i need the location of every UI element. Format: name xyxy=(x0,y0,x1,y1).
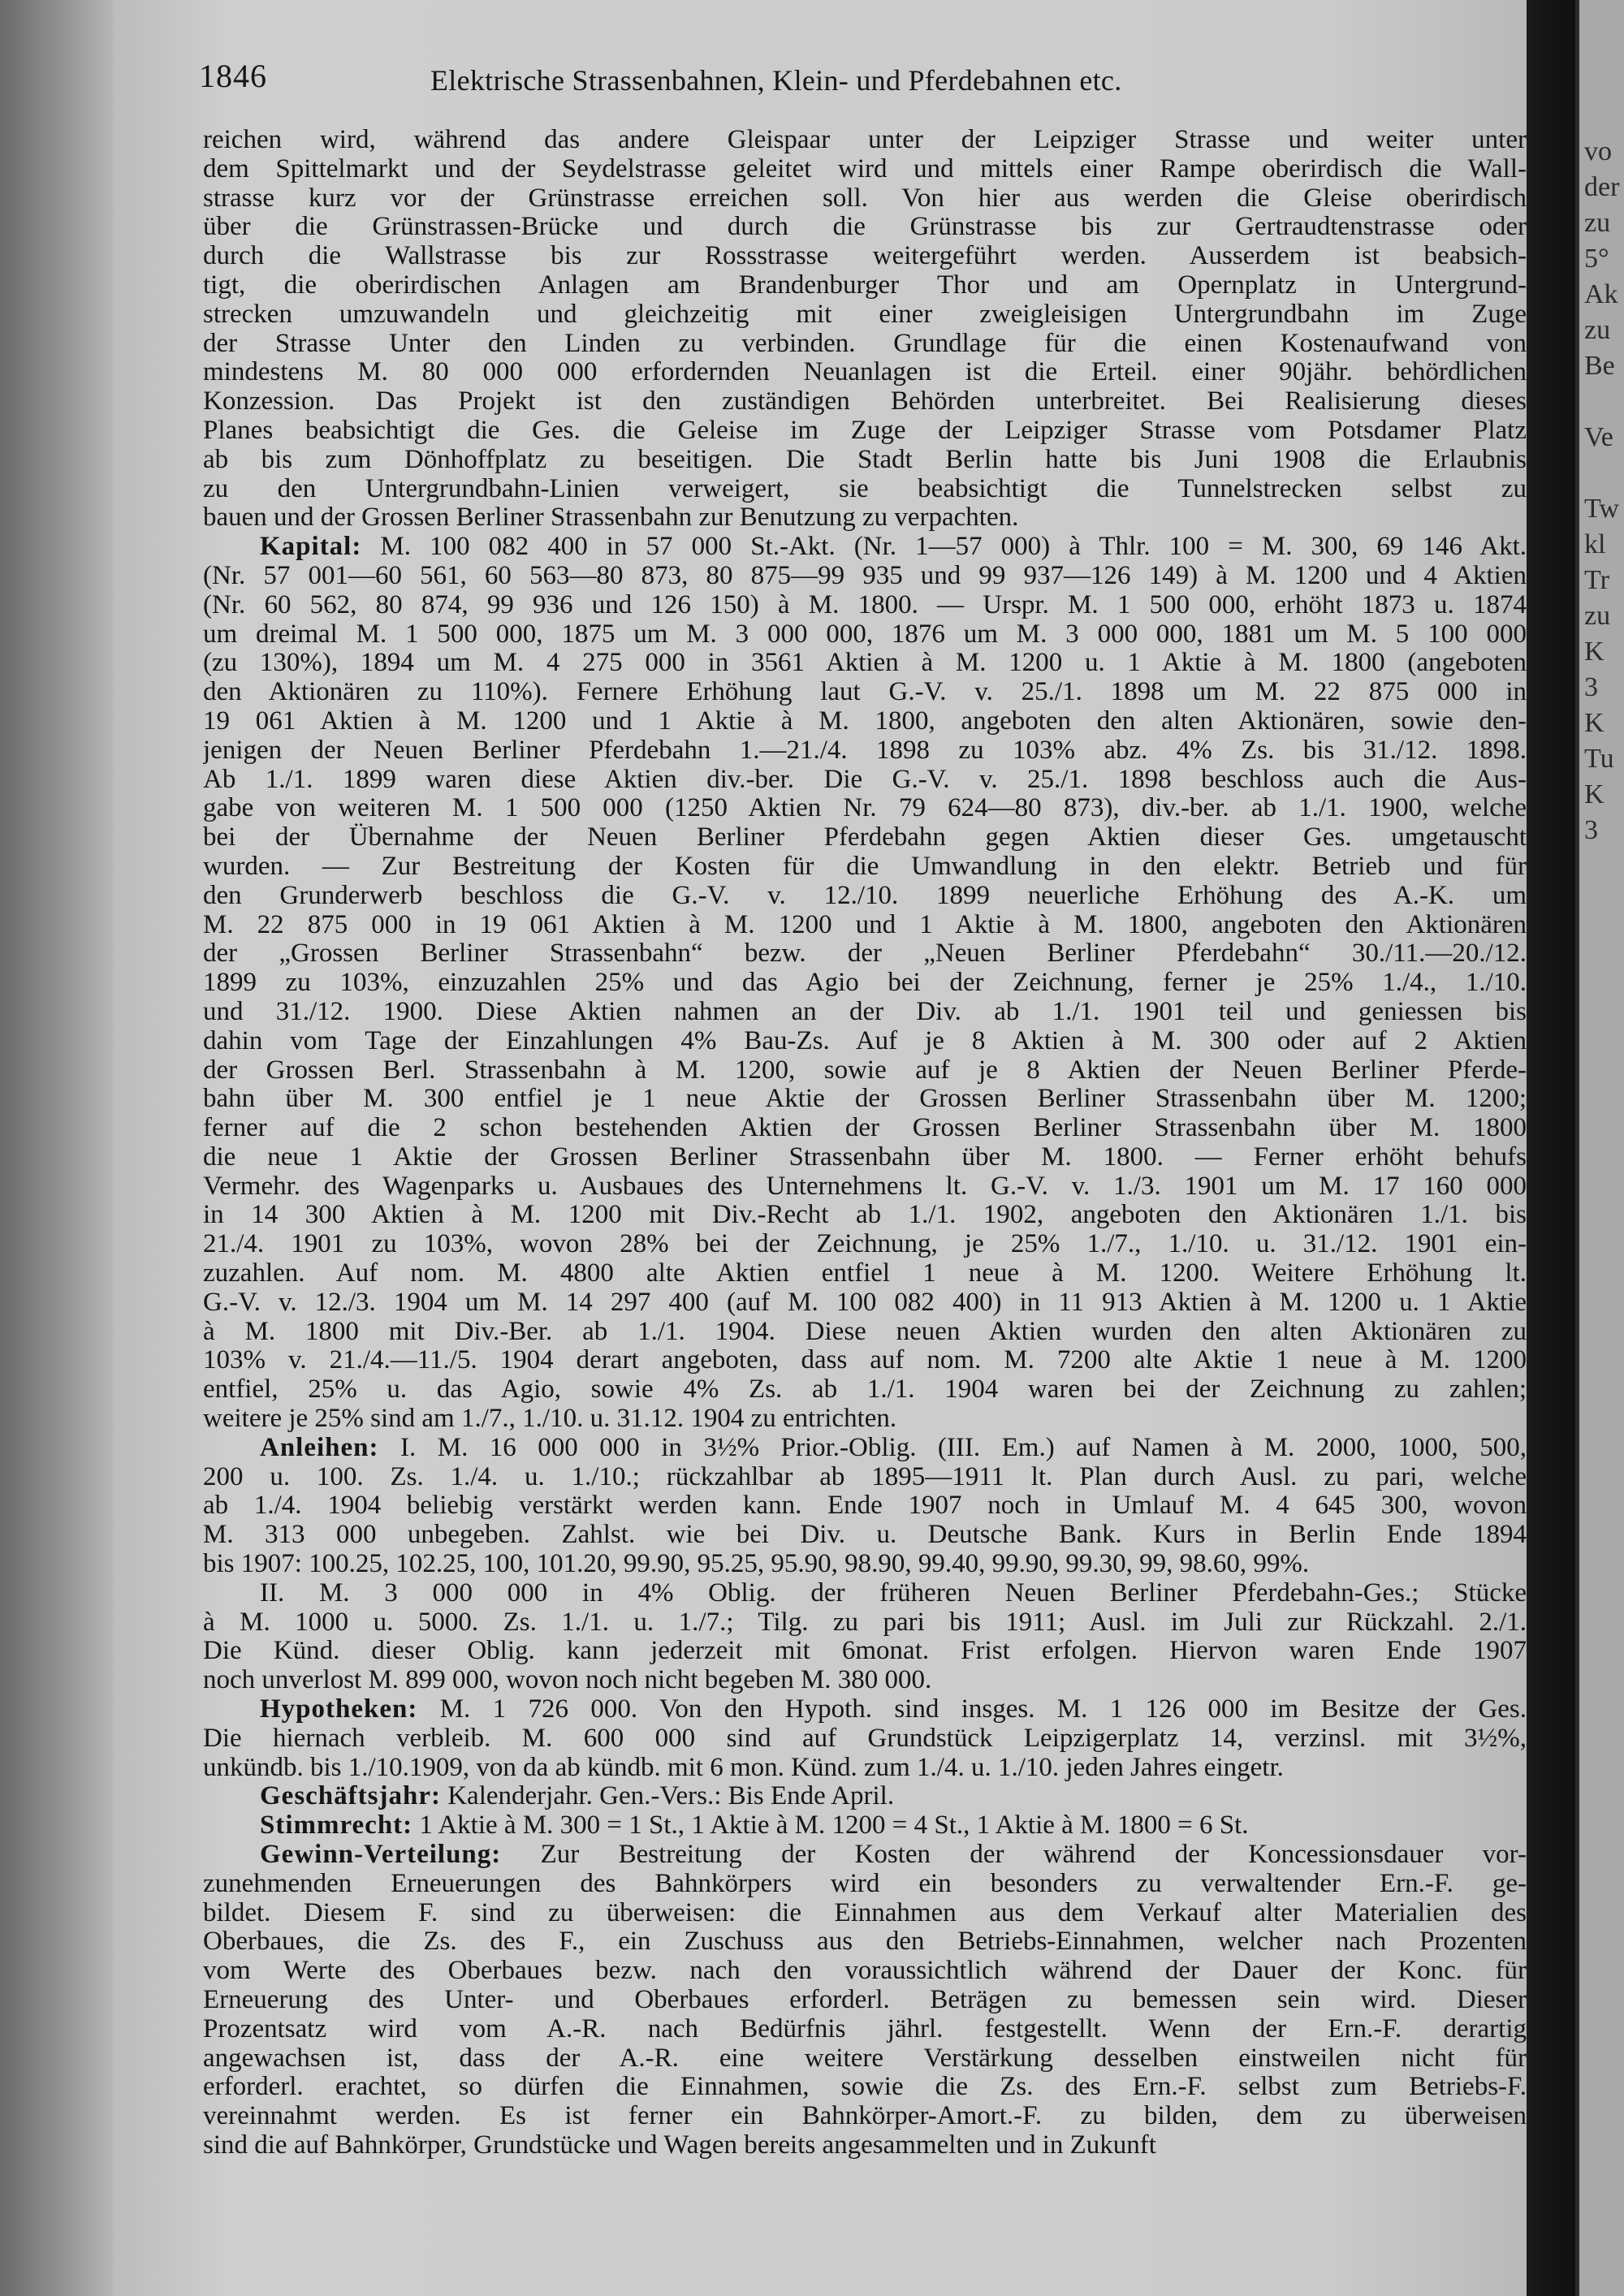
text-line xyxy=(203,1375,1527,1405)
text-line xyxy=(203,1143,1527,1172)
text-line xyxy=(203,707,1527,736)
line-text: reichen wird, während das andere Gleispaar unter der Leipziger Strasse und weiter unter xyxy=(203,126,1527,154)
text-line xyxy=(203,1201,1527,1230)
line-text: die neue 1 Aktie der Grossen Berliner Strassenbahn über M. 1800. — Ferner erhöht behufs xyxy=(203,1142,1527,1172)
line-text: M. 22 875 000 in 19 061 Aktien à M. 1200 und 1 Aktie à M. 1800, angeboten den Aktionären xyxy=(203,910,1527,939)
line-text: G.-V. v. 12./3. 1904 um M. 14 297 400 (auf M. 100 082 400) in 11 913 Aktien à M. 1200 u. 1 Aktie xyxy=(203,1288,1527,1317)
text-line xyxy=(203,620,1527,650)
paragraph xyxy=(203,1434,1527,1579)
line-text: über die Grünstrassen-Brücke und durch die Grünstrasse bis zur Gertraudtenstrasse oder xyxy=(203,213,1527,242)
line-text: strecken umzuwandeln und gleichzeitig mit einer zweigleisigen Untergrundbahn im Zuge xyxy=(203,300,1527,329)
text-line xyxy=(203,300,1527,330)
text-line xyxy=(203,1666,1527,1695)
line-text: Ab 1./1. 1899 waren diese Aktien div.-ber. Die G.-V. v. 25./1. 1898 beschloss auch die Aus- xyxy=(203,765,1527,794)
paragraph xyxy=(203,1782,1527,1811)
line-text: M. 100 082 400 in 57 000 St.-Akt. (Nr. 1—57 000) à Thlr. 100 = M. 300, 69 146 Akt. xyxy=(380,533,1527,562)
paragraph xyxy=(203,1811,1527,1841)
line-text: der Strasse Unter den Linden zu verbinden. Grundlage für die einen Kostenaufwand von xyxy=(203,329,1527,358)
text-line xyxy=(203,794,1527,823)
text-line xyxy=(203,2044,1527,2074)
text-line xyxy=(203,2131,1527,2160)
page-number: 1846 xyxy=(199,58,267,94)
next-page-line xyxy=(1579,455,1624,491)
text-line xyxy=(203,1346,1527,1375)
line-text: ferner auf die 2 schon bestehenden Aktien der Grossen Berliner Strassenbahn über M. 1800 xyxy=(203,1114,1527,1143)
section-heading: Anleihen: xyxy=(260,1433,379,1462)
line-text: 1 Aktie à M. 300 = 1 St., 1 Aktie à M. 1200 = 4 St., 1 Aktie à M. 1800 = 6 St. xyxy=(419,1811,1249,1841)
text-line xyxy=(203,126,1527,155)
line-text: weitere je 25% sind am 1./7., 1./10. u. 31.12. 1904 zu entrichten. xyxy=(203,1405,897,1434)
text-line xyxy=(203,678,1527,707)
next-page-line: zu xyxy=(1584,601,1611,631)
line-text: um dreimal M. 1 500 000, 1875 um M. 3 000 000, 1876 um M. 3 000 000, 1881 um M. 5 100 000 xyxy=(203,619,1527,649)
text-line xyxy=(203,503,1527,533)
text-line xyxy=(203,2073,1527,2102)
section-heading: Kapital: xyxy=(260,533,362,562)
text-line xyxy=(203,533,1527,562)
next-page-line: kl xyxy=(1584,529,1606,559)
page-header xyxy=(199,57,1531,106)
text-line xyxy=(203,1870,1527,1899)
line-text: jenigen der Neuen Berliner Pferdebahn 1.—21./4. 1898 zu 103% abz. 4% Zs. bis 31./12. 1898. xyxy=(203,736,1527,765)
text-line xyxy=(203,358,1527,387)
next-page-line: 3 xyxy=(1584,815,1598,845)
next-page-line: Tu xyxy=(1584,744,1614,774)
text-line xyxy=(203,1114,1527,1143)
paragraph xyxy=(203,126,1527,533)
text-line xyxy=(203,1782,1527,1811)
line-text: 21./4. 1901 zu 103%, wovon 28% bei der Zeichnung, je 25% 1./7., 1./10. u. 31./12. 1901 ein- xyxy=(203,1230,1527,1259)
paragraph xyxy=(203,1579,1527,1695)
line-text: Die Künd. dieser Oblig. kann jederzeit mit 6monat. Frist erfolgen. Hiervon waren Ende 1907 xyxy=(203,1637,1527,1666)
next-page-line: zu xyxy=(1584,315,1611,345)
line-text: Die hiernach verbleib. M. 600 000 sind auf Grundstück Leipzigerplatz 14, verzinsl. mit 3½%, xyxy=(203,1724,1527,1753)
line-text: bei der Übernahme der Neuen Berliner Pferdebahn gegen Aktien dieser Ges. umgetauscht xyxy=(203,823,1527,852)
line-text: 200 u. 100. Zs. 1./4. u. 1./10.; rückzahlbar ab 1895—1911 lt. Plan durch Ausl. zu pari, welche xyxy=(203,1462,1527,1491)
line-text: (zu 130%), 1894 um M. 4 275 000 in 3561 Aktien à M. 1200 u. 1 Aktie à M. 1800 (angeboten xyxy=(203,649,1527,678)
text-line xyxy=(203,1695,1527,1724)
line-text: den Grunderwerb beschloss die G.-V. v. 12./10. 1899 neuerliche Erhöhung des A.-K. um xyxy=(203,881,1527,910)
line-text: zuzahlen. Auf nom. M. 4800 alte Aktien entfiel 1 neue à M. 1200. Weitere Erhöhung lt. xyxy=(203,1259,1527,1288)
text-line xyxy=(203,1841,1527,1870)
line-text: bahn über M. 300 entfiel je 1 neue Aktie der Grossen Berliner Strassenbahn über M. 1200; xyxy=(203,1085,1527,1114)
line-text: (Nr. 60 562, 80 874, 99 936 und 126 150) à M. 1800. — Urspr. M. 1 500 000, erhöht 1873 u. 1874 xyxy=(203,590,1527,619)
text-line xyxy=(203,736,1527,766)
paragraph xyxy=(203,1695,1527,1782)
next-page-fragment xyxy=(1579,0,1624,2296)
book-gutter xyxy=(1527,0,1575,2296)
next-page-line xyxy=(1579,384,1624,420)
text-line xyxy=(203,1550,1527,1579)
text-line xyxy=(203,330,1527,359)
line-text: à M. 1000 u. 5000. Zs. 1./1. u. 1./7.; Tilg. zu pari bis 1911; Ausl. im Juli zur Rückzahl. 2./1. xyxy=(203,1608,1527,1637)
line-text: M. 313 000 unbegeben. Zahlst. wie bei Div. u. Deutsche Bank. Kurs in Berlin Ende 1894 xyxy=(203,1521,1527,1550)
text-line xyxy=(203,1811,1527,1841)
line-text: bauen und der Grossen Berliner Strassenbahn zur Benutzung zu verpachten. xyxy=(203,503,1019,533)
next-page-line: K xyxy=(1584,779,1605,809)
text-line xyxy=(203,1724,1527,1754)
line-text: mindestens M. 80 000 000 erfordernden Neuanlagen ist die Erteil. einer 90jähr. behördlichen xyxy=(203,358,1527,387)
text-line xyxy=(203,649,1527,678)
line-text: und 31./12. 1900. Diese Aktien nahmen an der Div. ab 1./1. 1901 teil und geniessen bis xyxy=(203,997,1527,1026)
text-line xyxy=(203,1405,1527,1434)
line-text: unkündb. bis 1./10.1909, von da ab kündb. mit 6 mon. Künd. zum 1./4. u. 1./10. jeden Jahres eingetr. xyxy=(203,1753,1284,1782)
text-line xyxy=(203,1637,1527,1666)
line-text: durch die Wallstrasse bis zur Rossstrasse weitergeführt werden. Ausserdem ist beabsich- xyxy=(203,242,1527,271)
text-line xyxy=(203,882,1527,911)
line-text: bis 1907: 100.25, 102.25, 100, 101.20, 99.90, 95.25, 95.90, 98.90, 99.40, 99.90, 99.30, 99, 98.60, 99%. xyxy=(203,1550,1310,1579)
line-text: Oberbaues, die Zs. des F., ein Zuschuss aus den Betriebs-Einnahmen, welcher nach Prozenten xyxy=(203,1927,1527,1957)
line-text: bildet. Diesem F. sind zu überweisen: die Einnahmen aus dem Verkauf alter Materialien des xyxy=(203,1898,1527,1927)
text-line xyxy=(203,1259,1527,1288)
text-line xyxy=(203,213,1527,242)
text-line xyxy=(203,766,1527,795)
text-line xyxy=(203,969,1527,998)
next-page-line: 3 xyxy=(1584,672,1598,702)
line-text: M. 1 726 000. Von den Hypoth. sind insges. M. 1 126 000 im Besitze der Ges. xyxy=(439,1695,1527,1724)
text-line xyxy=(203,242,1527,271)
line-text: Zur Bestreitung der Kosten der während der Koncessionsdauer vor- xyxy=(540,1841,1527,1870)
text-line xyxy=(203,852,1527,882)
line-text: I. M. 16 000 000 in 3½% Prior.-Oblig. (III. Em.) auf Namen à M. 2000, 1000, 500, xyxy=(400,1433,1527,1462)
text-line xyxy=(203,2102,1527,2131)
text-line xyxy=(203,939,1527,969)
text-line xyxy=(203,1608,1527,1638)
line-text: der „Grossen Berliner Strassenbahn“ bezw. der „Neuen Berliner Pferdebahn“ 30./11.—20./12. xyxy=(203,939,1527,969)
next-page-line: zu xyxy=(1584,208,1611,238)
line-text: ab 1./4. 1904 beliebig verstärkt werden kann. Ende 1907 noch in Umlauf M. 4 645 300, wovon xyxy=(203,1491,1527,1521)
line-text: dem Spittelmarkt und der Seydelstrasse geleitet wird und mittels einer Rampe oberirdisch die Wall- xyxy=(203,154,1527,183)
line-text: ab bis zum Dönhoffplatz zu beseitigen. Die Stadt Berlin hatte bis Juni 1908 die Erlaubnis xyxy=(203,445,1527,474)
section-heading: Geschäftsjahr: xyxy=(260,1782,441,1811)
running-title: Elektrische Strassenbahnen, Klein- und Pferdebahnen etc. xyxy=(430,64,1122,97)
line-text: 1899 zu 103%, einzuzahlen 25% und das Agio bei der Zeichnung, ferner je 25% 1./4., 1./10. xyxy=(203,969,1527,998)
line-text: tigt, die oberirdischen Anlagen am Brandenburger Thor und am Opernplatz in Untergrund- xyxy=(203,270,1527,300)
text-line xyxy=(203,823,1527,852)
line-text: Kalenderjahr. Gen.-Vers.: Bis Ende April. xyxy=(447,1782,895,1811)
next-page-line: Tr xyxy=(1584,565,1609,595)
line-text: Vermehr. des Wagenparks u. Ausbaues des Unternehmens lt. G.-V. v. 1./3. 1901 um M. 17 160 000 xyxy=(203,1172,1527,1201)
line-text: in 14 300 Aktien à M. 1200 mit Div.-Recht ab 1./1. 1902, angeboten den Aktionären 1./1. bis xyxy=(203,1201,1527,1230)
paragraph xyxy=(203,1841,1527,2160)
line-text: der Grossen Berl. Strassenbahn à M. 1200, sowie auf je 8 Aktien der Neuen Berliner Pferde- xyxy=(203,1055,1527,1085)
text-line xyxy=(203,416,1527,446)
text-line xyxy=(203,1579,1527,1608)
line-text: Konzession. Das Projekt ist den zuständigen Behörden unterbreitet. Bei Realisierung dieses xyxy=(203,387,1527,416)
line-text: 103% v. 21./4.—11./5. 1904 derart angeboten, dass auf nom. M. 7200 alte Aktie 1 neue à M. 1200 xyxy=(203,1346,1527,1375)
next-page-line: vo xyxy=(1584,136,1612,166)
paragraph xyxy=(203,533,1527,1434)
text-line xyxy=(203,998,1527,1027)
line-text: den Aktionären zu 110%). Fernere Erhöhung laut G.-V. v. 25./1. 1898 um M. 22 875 000 in xyxy=(203,678,1527,707)
line-text: dahin vom Tage der Einzahlungen 4% Bau-Zs. Auf je 8 Aktien à M. 300 oder auf 2 Aktien xyxy=(203,1026,1527,1055)
text-line xyxy=(203,1056,1527,1085)
next-page-line: 5° xyxy=(1584,244,1609,274)
text-line xyxy=(203,1027,1527,1056)
text-line xyxy=(203,1434,1527,1463)
text-line xyxy=(203,1463,1527,1492)
next-page-line: Ak xyxy=(1584,279,1618,309)
text-line xyxy=(203,1899,1527,1928)
line-text: sind die auf Bahnkörper, Grundstücke und Wagen bereits angesammelten und in Zukunft xyxy=(203,2130,1156,2160)
line-text: noch unverlost M. 899 000, wovon noch nicht begeben M. 380 000. xyxy=(203,1666,932,1695)
line-text: vereinnahmt werden. Es ist ferner ein Bahnkörper-Amort.-F. zu bilden, dem zu überweisen xyxy=(203,2102,1527,2131)
next-page-line: Be xyxy=(1584,351,1615,381)
text-line xyxy=(203,184,1527,214)
next-page-lines xyxy=(1579,0,1624,848)
section-heading: Hypotheken: xyxy=(260,1695,418,1724)
line-text: strasse kurz vor der Grünstrasse erreichen soll. Von hier aus werden die Gleise oberirdisch xyxy=(203,183,1527,213)
line-text: zu den Untergrundbahn-Linien verweigert, sie beabsichtigt die Tunnelstrecken selbst zu xyxy=(203,474,1527,503)
text-line xyxy=(203,1986,1527,2015)
text-line xyxy=(203,1491,1527,1521)
line-text: à M. 1800 mit Div.-Ber. ab 1./1. 1904. Diese neuen Aktien wurden den alten Aktionären zu xyxy=(203,1317,1527,1346)
next-page-line: K xyxy=(1584,637,1605,667)
body-text xyxy=(203,126,1527,2160)
text-line xyxy=(203,1085,1527,1114)
line-text: vom Werte des Oberbaues bezw. nach den voraussichtlich während der Dauer der Konc. für xyxy=(203,1957,1527,1986)
line-text: wurden. — Zur Bestreitung der Kosten für die Umwandlung in den elektr. Betrieb und für xyxy=(203,852,1527,881)
text-line xyxy=(203,2015,1527,2044)
text-line xyxy=(203,446,1527,475)
text-line xyxy=(203,271,1527,300)
text-line xyxy=(203,1754,1527,1783)
line-text: Prozentsatz wird vom A.-R. nach Bedürfnis jährl. festgestellt. Wenn der Ern.-F. derartig xyxy=(203,2014,1527,2044)
text-line xyxy=(203,1927,1527,1957)
text-line xyxy=(203,155,1527,184)
next-page-line: Ve xyxy=(1584,422,1613,452)
line-text: entfiel, 25% u. das Agio, sowie 4% Zs. ab 1./1. 1904 waren bei der Zeichnung zu zahlen; xyxy=(203,1375,1527,1405)
next-page-line: Tw xyxy=(1584,494,1619,524)
line-text: zunehmenden Erneuerungen des Bahnkörpers wird ein besonders zu verwaltender Ern.-F. ge- xyxy=(203,1869,1527,1898)
next-page-line: der xyxy=(1584,172,1620,202)
text-line xyxy=(203,475,1527,504)
text-line xyxy=(203,1318,1527,1347)
line-text: Planes beabsichtigt die Ges. die Geleise im Zuge der Leipziger Strasse vom Potsdamer Platz xyxy=(203,416,1527,445)
text-line xyxy=(203,1288,1527,1318)
section-heading: Gewinn-Verteilung: xyxy=(260,1841,502,1870)
text-line xyxy=(203,1230,1527,1259)
line-text: II. M. 3 000 000 in 4% Oblig. der früheren Neuen Berliner Pferdebahn-Ges.; Stücke xyxy=(260,1578,1527,1608)
text-line xyxy=(203,591,1527,620)
book-left-edge xyxy=(0,0,122,2296)
text-line xyxy=(203,1172,1527,1202)
text-line xyxy=(203,387,1527,416)
text-line xyxy=(203,911,1527,940)
next-page-line: K xyxy=(1584,708,1605,738)
line-text: gabe von weiteren M. 1 500 000 (1250 Aktien Nr. 79 624—80 873), div.-ber. ab 1./1. 1900, welche xyxy=(203,794,1527,823)
line-text: angewachsen ist, dass der A.-R. eine weitere Verstärkung desselben einstweilen nicht für xyxy=(203,2044,1527,2073)
text-line xyxy=(203,562,1527,591)
section-heading: Stimmrecht: xyxy=(260,1811,413,1841)
line-text: 19 061 Aktien à M. 1200 und 1 Aktie à M. 1800, angeboten den alten Aktionären, sowie den- xyxy=(203,706,1527,736)
line-text: Erneuerung des Unter- und Oberbaues erforderl. Beträgen zu bemessen sein wird. Dieser xyxy=(203,1986,1527,2014)
text-line xyxy=(203,1957,1527,1986)
line-text: (Nr. 57 001—60 561, 60 563—80 873, 80 875—99 935 und 99 937—126 149) à M. 1200 und 4 Aktien xyxy=(203,561,1527,590)
line-text: erforderl. erachtet, so dürfen die Einnahmen, sowie die Zs. des Ern.-F. selbst zum Betriebs-F. xyxy=(203,2073,1527,2102)
text-line xyxy=(203,1521,1527,1550)
